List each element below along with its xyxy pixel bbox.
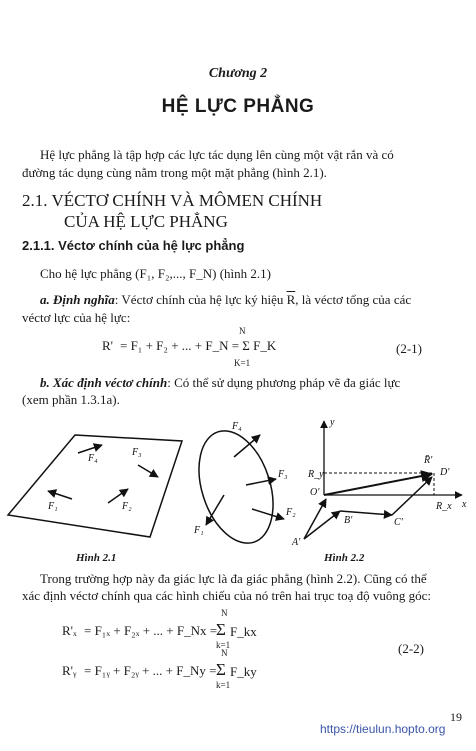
section-heading-line-1: 2.1. VÉCTƠ CHÍNH VÀ MÔMEN CHÍNH (22, 191, 323, 210)
mid-force-f2-arrow (252, 509, 284, 519)
footer-url[interactable]: https://tieulun.hopto.org (320, 722, 446, 736)
para2-line-2: xác định véctơ chính qua các hình chiếu của nó trên hai trục toạ độ vuông góc: (22, 588, 432, 603)
label-x: x (462, 499, 467, 510)
label-f1: F₁ (48, 501, 58, 512)
mid-force-f4-arrow (234, 435, 260, 457)
polygon-side-ab (304, 511, 340, 539)
label-a-prime: A' (292, 537, 301, 548)
mid-force-f3-arrow (246, 479, 276, 485)
eq2-x-lhs: R'ₓ (62, 623, 77, 638)
eq2-y-sigma: Σ (216, 660, 226, 679)
polygon-side-ao (304, 499, 326, 539)
equation-2-2-number: (2-2) (398, 641, 424, 656)
para2-line-1: Trong trường hợp này đa giác lực là đa giác phẳng (hình 2.2). Cũng có thể (40, 571, 427, 586)
figure-2-1 (8, 435, 182, 537)
eq2-x-sigma: Σ (216, 620, 226, 639)
figures-svg (0, 415, 476, 565)
label-d-prime: D' (440, 467, 450, 478)
force-f3-arrow (138, 465, 158, 477)
determine-line-2: (xem phần 1.3.1a). (22, 392, 120, 407)
label-r-prime: R̄' (424, 455, 433, 466)
system-set: (F₁, F₂,..., F_N) (135, 266, 217, 281)
force-f4-arrow (78, 445, 102, 453)
mid-label-f2: F₂ (286, 507, 296, 518)
definition-label: a. Định nghĩa (40, 292, 115, 307)
eq2-y-sum-bottom: k=1 (216, 680, 231, 690)
figure-2-2-caption: Hình 2.2 (324, 552, 365, 564)
intro-line-1: Hệ lực phẳng là tập hợp các lực tác dụng lên cùng một vật rắn và có (40, 147, 394, 162)
system-suffix: (hình 2.1) (219, 266, 271, 281)
plane-outline (8, 435, 182, 537)
determine-line-1 (40, 374, 456, 391)
determine-label: b. Xác định véctơ chính (40, 375, 168, 390)
eq2-x-term: F_kx (230, 624, 257, 639)
eq2-y-sum-top: N (221, 648, 228, 658)
figure-2-1-caption: Hình 2.1 (76, 552, 117, 564)
system-prefix: Cho hệ lực phẳng (40, 266, 132, 281)
subsection-heading: 2.1.1. Véctơ chính của hệ lực phẳng (22, 238, 245, 253)
page-number: 19 (450, 710, 462, 724)
definition-text-1: : Véctơ chính của hệ lực ký hiệu (114, 292, 284, 307)
eq1-lhs: R' (102, 338, 114, 353)
equation-2-1-number: (2-1) (396, 341, 422, 356)
label-y: y (330, 417, 335, 428)
figure-2-2 (291, 417, 467, 548)
force-f1-arrow (48, 491, 72, 499)
definition-line-1 (40, 291, 456, 308)
equation-2-1 (102, 326, 402, 370)
label-f4: F₄ (88, 453, 98, 464)
determine-text-1: : Có thể sử dụng phương pháp vẽ đa giác lực (167, 375, 401, 390)
definition-text-2: , là véctơ tổng của các (295, 292, 412, 307)
eq2-y-lhs: R'ᵧ (62, 663, 77, 678)
mid-label-f1: F₁ (194, 525, 204, 536)
label-o-prime: O' (310, 487, 320, 498)
intro-line-2: đường tác dụng cùng nằm trong một mặt phẳng (hình 2.1). (22, 165, 327, 180)
eq2-x-sum-top: N (221, 608, 228, 618)
mid-label-f4: F₄ (232, 421, 242, 432)
figure-middle (186, 421, 296, 553)
eq1-rhs: = F₁ + F₂ + ... + F_N = Σ F_K (120, 338, 277, 353)
section-heading-line-2: CỦA HỆ LỰC PHẲNG (64, 212, 228, 231)
eq1-sum-bottom: K=1 (234, 358, 251, 368)
eq2-y-rhs: = F₁ᵧ + F₂ᵧ + ... + F_Ny = (84, 663, 217, 678)
eq1-sum-top: N (239, 326, 246, 336)
system-line (40, 265, 460, 282)
eq2-x-sum-bottom: k=1 (216, 640, 231, 650)
label-f2: F₂ (122, 501, 132, 512)
chapter-title: HỆ LỰC PHẲNG (161, 96, 315, 117)
equation-2-2 (58, 608, 358, 698)
mid-label-f3: F₃ (278, 469, 288, 480)
label-b-prime: B' (344, 515, 353, 526)
chapter-heading: Chương 2 (208, 66, 268, 81)
definition-line-2: véctơ lực của hệ lực: (22, 310, 131, 325)
label-c-prime: C' (394, 517, 403, 528)
label-f3: F₃ (132, 447, 142, 458)
eq2-y-term: F_ky (230, 664, 257, 679)
label-rx: R_x (436, 501, 452, 512)
polygon-side-cd (392, 477, 432, 515)
definition-symbol: $\overline{R}$ (286, 292, 296, 307)
label-ry: R_y (308, 469, 324, 480)
eq2-x-rhs: = F₁ₓ + F₂ₓ + ... + F_Nx = (84, 623, 218, 638)
